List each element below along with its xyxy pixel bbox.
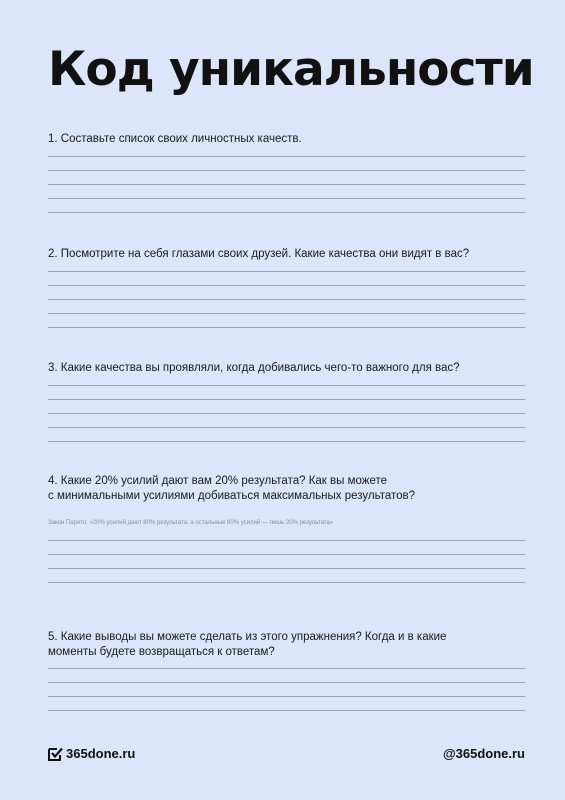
pareto-note: Закон Парето: «20% усилий дают 80% результата, а остальные 80% усилий — лишь 20% результата» — [48, 520, 334, 526]
footer-handle: @365done.ru — [442, 746, 525, 761]
footer-site — [48, 745, 135, 763]
question-4-line-2: с минимальными усилиями добиваться максимальных результатов? — [48, 490, 416, 502]
answer-lines-2 — [48, 271, 525, 341]
question-2: 2. Посмотрите на себя глазами своих друзей. Какие качества они видят в вас? — [48, 248, 470, 260]
question-5 — [48, 630, 528, 660]
answer-lines-4 — [48, 540, 525, 596]
checkbox-check-icon — [48, 747, 64, 761]
question-5-line-1: 5. Какие выводы вы можете сделать из этого упражнения? Когда и в какие — [48, 631, 447, 643]
answer-lines-3 — [48, 385, 525, 455]
answer-lines-1 — [48, 156, 525, 226]
footer-site-text: 365done.ru — [66, 746, 136, 761]
question-4 — [48, 474, 528, 504]
question-5-line-2: моменты будете возвращаться к ответам? — [48, 646, 275, 658]
question-3: 3. Какие качества вы проявляли, когда добивались чего-то важного для вас? — [48, 362, 460, 374]
page-title: Код уникальности — [48, 42, 534, 97]
question-1: 1. Составьте список своих личностных качеств. — [48, 133, 302, 145]
answer-lines-5 — [48, 668, 525, 724]
question-4-line-1: 4. Какие 20% усилий дают вам 20% результата? Как вы можете — [48, 475, 388, 487]
